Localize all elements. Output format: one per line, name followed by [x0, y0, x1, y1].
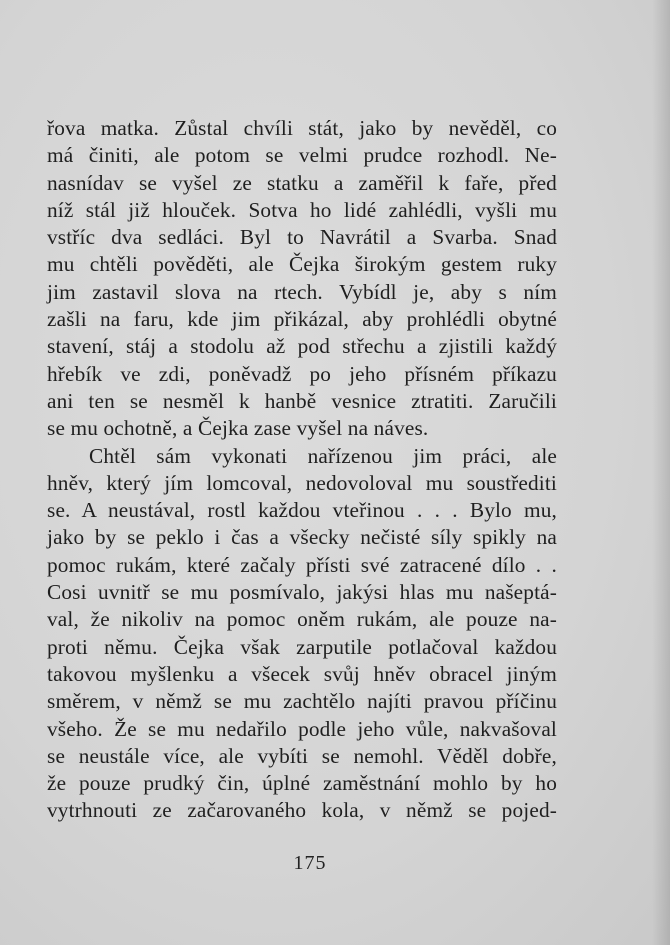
text-line: se. A neustával, rostl každou vteřinou . . . Bylo mu, — [47, 498, 557, 523]
text-line: Cosi uvnitř se mu posmívalo, jakýsi hlas mu našeptá- — [47, 580, 557, 605]
text-line: val, že nikoliv na pomoc oněm rukám, ale pouze na- — [47, 607, 557, 632]
text-line: níž stál již hlouček. Sotva ho lidé zahlédli, vyšli mu — [47, 197, 557, 222]
text-line: mu chtěli pověděti, ale Čejka širokým gestem ruky — [47, 252, 557, 277]
text-line: že pouze prudký čin, úplné zaměstnání mohlo by ho — [47, 771, 557, 796]
page-number: 175 — [293, 852, 327, 874]
text-line: takovou myšlenku a všecek svůj hněv obracel jiným — [47, 661, 557, 686]
text-line: řova matka. Zůstal chvíli stát, jako by nevěděl, co — [47, 116, 557, 140]
body-text — [47, 115, 557, 825]
text-line: vstříc dva sedláci. Byl to Navrátil a Svarba. Snad — [47, 225, 557, 250]
text-line: stavení, stáj a stodolu až pod střechu a zjistili každý — [47, 334, 557, 359]
text-line: všeho. Že se mu nedařilo podle jeho vůle, nakvašoval — [47, 716, 557, 741]
text-line: proti němu. Čejka však zarputile potlačoval každou — [47, 634, 557, 659]
text-line: hřebík ve zdi, poněvadž po jeho přísném příkazu — [47, 361, 557, 386]
text-line: má činiti, ale potom se velmi prudce rozhodl. Ne- — [47, 143, 557, 168]
text-line: jim zastavil slova na rtech. Vybídl je, aby s ním — [47, 279, 557, 304]
text-line: vytrhnouti ze začarovaného kola, v němž se pojed- — [47, 798, 557, 823]
text-line: pomoc rukám, které začaly přísti své zatracené dílo . . — [47, 552, 557, 577]
text-line: hněv, který jím lomcoval, nedovoloval mu soustřediti — [47, 470, 557, 495]
paragraph-end-line: se mu ochotně, a Čejka zase vyšel na náves. — [47, 416, 429, 441]
paragraph-start-line: Chtěl sám vykonati nařízenou jim práci, ale — [89, 443, 557, 468]
text-line: jako by se peklo i čas a všecky nečisté síly spikly na — [47, 525, 557, 550]
text-line: směrem, v němž se mu zachtělo najíti pravou příčinu — [47, 689, 557, 714]
text-line: nasnídav se vyšel ze statku a zaměřil k faře, před — [47, 170, 557, 195]
text-line: se neustále více, ale vybíti se nemohl. Věděl dobře, — [47, 743, 557, 768]
text-line: ani ten se nesměl k hanbě vesnice ztratiti. Zaručili — [47, 388, 557, 413]
text-line: zašli na faru, kde jim přikázal, aby prohlédli obytné — [47, 307, 557, 332]
